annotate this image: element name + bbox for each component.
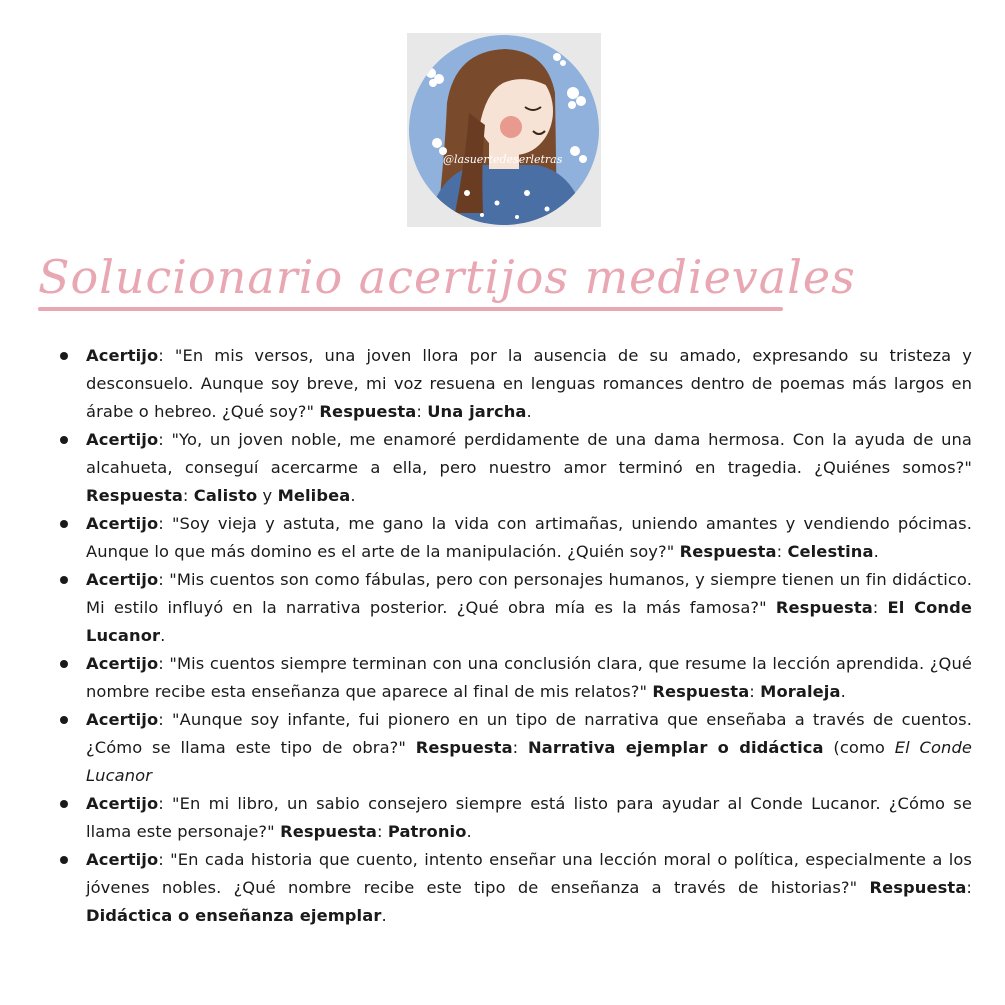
answer-end: . xyxy=(381,906,387,925)
answer-end: . xyxy=(350,486,356,505)
answer-value: Patronio xyxy=(387,822,467,841)
riddle-text: "Aunque soy infante, fui pionero en un tipo de narrativa que enseñaba a través de cuentos. ¿Cómo se llama este tipo de obra?" xyxy=(86,710,972,757)
answer-value: Una jarcha xyxy=(427,402,527,421)
bullet-icon xyxy=(60,352,68,360)
riddle-label: Acertijo xyxy=(86,710,159,729)
answer-value: Moraleja xyxy=(760,682,841,701)
answer-value: Didáctica o enseñanza ejemplar xyxy=(86,906,382,925)
answer-value: Narrativa ejemplar o didáctica xyxy=(528,738,824,757)
list-item: Acertijo: "Aunque soy infante, fui pionero en un tipo de narrativa que enseñaba a través de cuentos. ¿Cómo se llama este tipo de obra?" Respuesta: Narrativa ejemplar o didáctica (como El Conde Lucanor xyxy=(60,706,972,790)
answer-label: Respuesta xyxy=(280,822,377,841)
list-item: Acertijo: "En mi libro, un sabio consejero siempre está listo para ayudar al Conde Lucanor. ¿Cómo se llama este personaje?" Respuesta: Patronio. xyxy=(60,790,972,846)
page-title: Solucionario acertijos medievales xyxy=(38,250,856,304)
riddle-list xyxy=(60,342,972,930)
profile-avatar xyxy=(407,33,601,227)
answer-end: . xyxy=(840,682,846,701)
list-item: Acertijo: "Mis cuentos siempre terminan con una conclusión clara, que resume la lección aprendida. ¿Qué nombre recibe esta enseñanza que aparece al final de mis relatos?" Respuesta: Moraleja. xyxy=(60,650,972,706)
answer-note: (como xyxy=(823,738,895,757)
answer-value: Celestina xyxy=(787,542,874,561)
bullet-icon xyxy=(60,716,68,724)
answer-value: Melibea xyxy=(277,486,351,505)
riddle-text: "En mi libro, un sabio consejero siempre está listo para ayudar al Conde Lucanor. ¿Cómo se llama este personaje?" xyxy=(86,794,972,841)
riddle-label: Acertijo xyxy=(86,346,159,365)
list-item: Acertijo: "Yo, un joven noble, me enamoré perdidamente de una dama hermosa. Con la ayuda de una alcahueta, conseguí acercarme a ella, pero nuestro amor terminó en tragedia. ¿Quiénes somos?" Respuesta: Calisto y Melibea. xyxy=(60,426,972,510)
answer-join: y xyxy=(257,486,278,505)
riddle-text: "En mis versos, una joven llora por la ausencia de su amado, expresando su tristeza y desconsuelo. Aunque soy breve, mi voz resuena en lenguas romances dentro de poemas más largos en árabe o hebreo. ¿Qué soy?" xyxy=(86,346,972,421)
riddle-text: "Mis cuentos son como fábulas, pero con personajes humanos, y siempre tienen un fin didáctico. Mi estilo influyó en la narrativa posterior. ¿Qué obra mía es la más famosa?" xyxy=(86,570,972,617)
answer-value: El Conde Lucanor xyxy=(86,598,972,645)
riddle-label: Acertijo xyxy=(86,850,159,869)
answer-label: Respuesta xyxy=(415,738,513,757)
bullet-icon xyxy=(60,856,68,864)
list-item: Acertijo: "Mis cuentos son como fábulas, pero con personajes humanos, y siempre tienen un fin didáctico. Mi estilo influyó en la narrativa posterior. ¿Qué obra mía es la más famosa?" Respuesta: El Conde Lucanor. xyxy=(60,566,972,650)
answer-end: . xyxy=(526,402,532,421)
bullet-icon xyxy=(60,800,68,808)
list-item: Acertijo: "En cada historia que cuento, intento enseñar una lección moral o política, especialmente a los jóvenes nobles. ¿Qué nombre recibe este tipo de enseñanza a través de historias?" Respuesta: Didáctica o enseñanza ejemplar. xyxy=(60,846,972,930)
answer-end: . xyxy=(466,822,472,841)
riddle-text: "En cada historia que cuento, intento enseñar una lección moral o política, especialmente a los jóvenes nobles. ¿Qué nombre recibe este tipo de enseñanza a través de historias?" xyxy=(86,850,972,897)
bullet-icon xyxy=(60,520,68,528)
answer-label: Respuesta xyxy=(652,682,750,701)
answer-label: Respuesta xyxy=(319,402,417,421)
title-underline xyxy=(38,307,783,311)
avatar-handle: @lasuertedeserletras xyxy=(443,153,563,166)
answer-label: Respuesta xyxy=(86,486,183,505)
girl-illustration xyxy=(407,33,601,227)
answer-end: . xyxy=(160,626,166,645)
answer-end: . xyxy=(873,542,879,561)
answer-value: Calisto xyxy=(193,486,258,505)
riddle-text: "Soy vieja y astuta, me gano la vida con artimañas, uniendo amantes y vendiendo pócimas. Aunque lo que más domino es el arte de la manipulación. ¿Quién soy?" xyxy=(86,514,972,561)
riddle-text: "Yo, un joven noble, me enamoré perdidamente de una dama hermosa. Con la ayuda de una alcahueta, conseguí acercarme a ella, pero nuestro amor terminó en tragedia. ¿Quiénes somos?" xyxy=(86,430,972,477)
bullet-icon xyxy=(60,436,68,444)
answer-label: Respuesta xyxy=(775,598,873,617)
riddle-label: Acertijo xyxy=(86,430,159,449)
bullet-icon xyxy=(60,660,68,668)
answer-label: Respuesta xyxy=(679,542,777,561)
riddle-text: "Mis cuentos siempre terminan con una conclusión clara, que resume la lección aprendida. ¿Qué nombre recibe esta enseñanza que aparece al final de mis relatos?" xyxy=(86,654,972,701)
answer-italic: El Conde Lucanor xyxy=(86,738,972,785)
list-item: Acertijo: "Soy vieja y astuta, me gano la vida con artimañas, uniendo amantes y vendiendo pócimas. Aunque lo que más domino es el arte de la manipulación. ¿Quién soy?" Respuesta: Celestina. xyxy=(60,510,972,566)
answer-label: Respuesta xyxy=(869,878,967,897)
riddle-label: Acertijo xyxy=(86,514,159,533)
riddle-label: Acertijo xyxy=(86,570,159,589)
list-item: Acertijo: "En mis versos, una joven llora por la ausencia de su amado, expresando su tristeza y desconsuelo. Aunque soy breve, mi voz resuena en lenguas romances dentro de poemas más largos en árabe o hebreo. ¿Qué soy?" Respuesta: Una jarcha. xyxy=(60,342,972,426)
riddle-label: Acertijo xyxy=(86,794,159,813)
riddle-label: Acertijo xyxy=(86,654,159,673)
bullet-icon xyxy=(60,576,68,584)
